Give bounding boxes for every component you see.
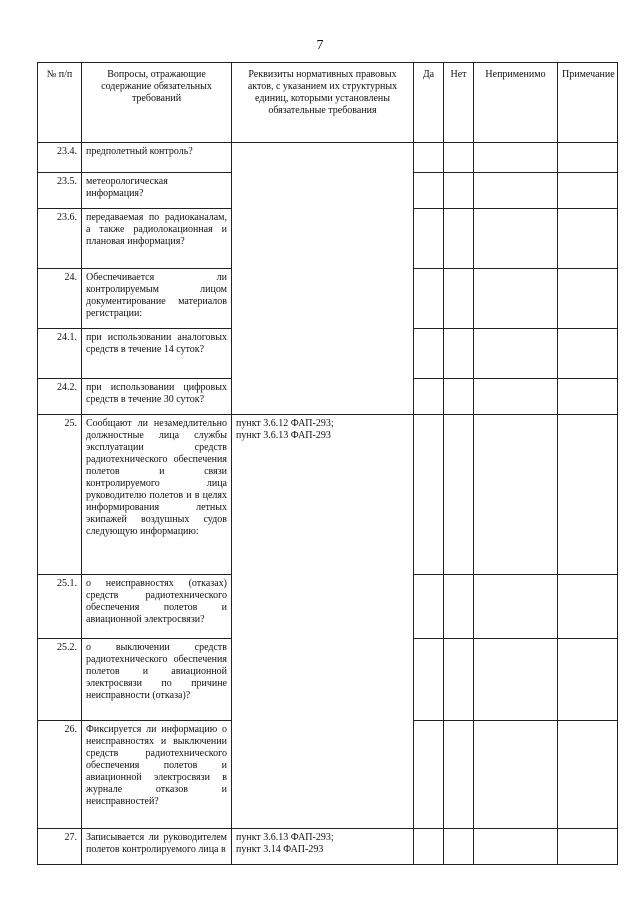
answer-na-cell[interactable] — [474, 173, 558, 209]
requisite-line: пункт 3.6.13 ФАП-293 — [236, 430, 331, 441]
note-cell[interactable] — [558, 173, 618, 209]
requisite-line: пункт 3.6.13 ФАП-293; — [236, 832, 334, 843]
row-number: 23.5. — [38, 173, 82, 209]
note-cell[interactable] — [558, 829, 618, 865]
row-number: 25.2. — [38, 639, 82, 721]
header-no: Нет — [444, 63, 474, 143]
row-question: о выключении средств радиотехнического обеспечения полетов и авиационной электросвязи по причине неисправности (отказа)? — [82, 639, 232, 721]
note-cell[interactable] — [558, 379, 618, 415]
row-question: Сообщают ли незамедлительно должностные лица службы эксплуатации средств радиотехнического обеспечения полетов и связи контролируемого лица руководителю полетов и в целях информирования летных экипажей воздушных судов следующую информацию: — [82, 415, 232, 575]
requisite-line: пункт 3.6.12 ФАП-293; — [236, 418, 334, 429]
checklist-table — [37, 62, 618, 865]
requisite-line: пункт 3.14 ФАП-293 — [236, 844, 324, 855]
answer-yes-cell[interactable] — [414, 829, 444, 865]
row-question: Обеспечивается ли контролируемым лицом документирование материалов регистрации: — [82, 269, 232, 329]
note-cell[interactable] — [558, 721, 618, 829]
answer-no-cell[interactable] — [444, 639, 474, 721]
note-cell[interactable] — [558, 269, 618, 329]
row-question: Записывается ли руководителем полетов контролируемого лица в — [82, 829, 232, 865]
row-number: 25.1. — [38, 575, 82, 639]
row-number: 24. — [38, 269, 82, 329]
header-question: Вопросы, отражающие содержание обязательных требований — [82, 63, 232, 143]
header-note: Примечание — [558, 63, 618, 143]
answer-na-cell[interactable] — [474, 209, 558, 269]
note-cell[interactable] — [558, 639, 618, 721]
answer-yes-cell[interactable] — [414, 329, 444, 379]
answer-na-cell[interactable] — [474, 721, 558, 829]
answer-yes-cell[interactable] — [414, 269, 444, 329]
answer-na-cell[interactable] — [474, 415, 558, 575]
answer-na-cell[interactable] — [474, 269, 558, 329]
answer-no-cell[interactable] — [444, 721, 474, 829]
answer-no-cell[interactable] — [444, 379, 474, 415]
row-number: 25. — [38, 415, 82, 575]
answer-no-cell[interactable] — [444, 575, 474, 639]
answer-no-cell[interactable] — [444, 209, 474, 269]
answer-yes-cell[interactable] — [414, 721, 444, 829]
row-number: 23.6. — [38, 209, 82, 269]
answer-yes-cell[interactable] — [414, 379, 444, 415]
row-requisites — [232, 415, 414, 829]
row-number: 23.4. — [38, 143, 82, 173]
answer-yes-cell[interactable] — [414, 173, 444, 209]
answer-na-cell[interactable] — [474, 575, 558, 639]
row-question: при использовании аналоговых средств в течение 14 суток? — [82, 329, 232, 379]
header-yes: Да — [414, 63, 444, 143]
answer-yes-cell[interactable] — [414, 143, 444, 173]
row-number: 24.1. — [38, 329, 82, 379]
table-row — [38, 143, 618, 173]
answer-no-cell[interactable] — [444, 143, 474, 173]
note-cell[interactable] — [558, 209, 618, 269]
answer-no-cell[interactable] — [444, 415, 474, 575]
note-cell[interactable] — [558, 143, 618, 173]
answer-yes-cell[interactable] — [414, 415, 444, 575]
header-row — [38, 63, 618, 143]
answer-na-cell[interactable] — [474, 379, 558, 415]
row-requisites — [232, 829, 414, 865]
answer-yes-cell[interactable] — [414, 575, 444, 639]
answer-na-cell[interactable] — [474, 829, 558, 865]
note-cell[interactable] — [558, 329, 618, 379]
row-number: 26. — [38, 721, 82, 829]
page-number: 7 — [316, 38, 324, 53]
row-question: предполетный контроль? — [82, 143, 232, 173]
header-num: № п/п — [38, 63, 82, 143]
row-number: 24.2. — [38, 379, 82, 415]
note-cell[interactable] — [558, 415, 618, 575]
row-question: передаваемая по радиоканалам, а также радиолокационная и плановая информация? — [82, 209, 232, 269]
answer-na-cell[interactable] — [474, 329, 558, 379]
table-row — [38, 829, 618, 865]
answer-no-cell[interactable] — [444, 329, 474, 379]
answer-na-cell[interactable] — [474, 639, 558, 721]
header-requisites: Реквизиты нормативных правовых актов, с указанием их структурных единиц, которыми установлены обязательные требования — [232, 63, 414, 143]
answer-yes-cell[interactable] — [414, 209, 444, 269]
answer-yes-cell[interactable] — [414, 639, 444, 721]
row-question: Фиксируется ли информацию о неисправностях и выключении средств радиотехнического обеспечения полетов и авиационной электросвязи в журнале отказов и неисправностей? — [82, 721, 232, 829]
row-number: 27. — [38, 829, 82, 865]
note-cell[interactable] — [558, 575, 618, 639]
row-question: о неисправностях (отказах) средств радиотехнического обеспечения полетов и авиационной электросвязи? — [82, 575, 232, 639]
answer-na-cell[interactable] — [474, 143, 558, 173]
row-requisites — [232, 143, 414, 415]
table-row — [38, 415, 618, 575]
answer-no-cell[interactable] — [444, 269, 474, 329]
header-na: Неприменимо — [474, 63, 558, 143]
row-question: метеорологическая информация? — [82, 173, 232, 209]
answer-no-cell[interactable] — [444, 829, 474, 865]
answer-no-cell[interactable] — [444, 173, 474, 209]
row-question: при использовании цифровых средств в течение 30 суток? — [82, 379, 232, 415]
